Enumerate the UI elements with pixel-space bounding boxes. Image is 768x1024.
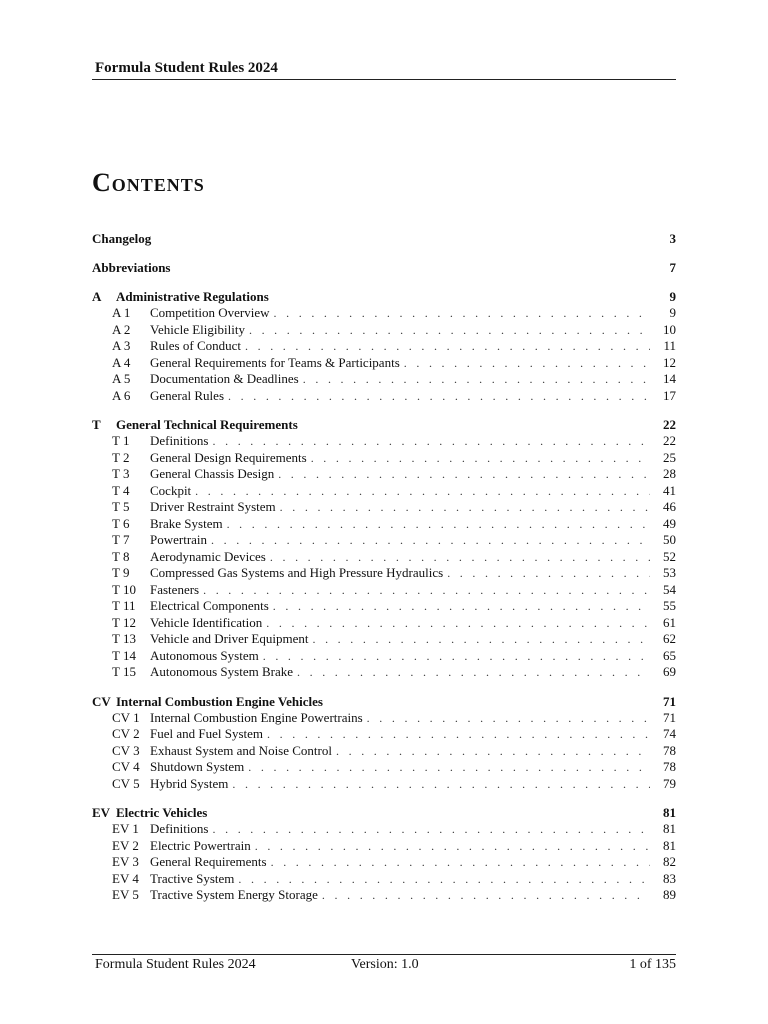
section-title: Vehicle and Driver Equipment (150, 631, 309, 646)
dot-leader (274, 305, 650, 322)
toc-section-entry[interactable] (92, 776, 676, 793)
section-page-number: 55 (663, 598, 676, 613)
section-code: T 11 (112, 598, 136, 613)
section-page-number: 83 (663, 870, 676, 886)
section-title: Tractive System Energy Storage (150, 887, 318, 902)
dot-leader (203, 582, 650, 599)
toc-section-entry[interactable] (92, 871, 676, 888)
toc-section-entry[interactable] (92, 433, 676, 450)
chapter-title: Changelog (92, 231, 152, 246)
section-title: Compressed Gas Systems and High Pressure Hydraulics (150, 565, 444, 580)
chapter-code: A (92, 289, 102, 304)
section-code: T 2 (112, 449, 130, 465)
toc-section (92, 804, 676, 904)
header-title: Formula Student Rules 2024 (95, 60, 278, 76)
toc-chapter-entry[interactable] (92, 693, 676, 710)
toc-section-entry[interactable] (92, 759, 676, 776)
toc-chapter-entry[interactable] (92, 259, 676, 276)
dot-leader (267, 726, 650, 743)
chapter-title: General Technical Requirements (116, 417, 298, 432)
toc-section (92, 259, 676, 276)
section-page-number: 41 (663, 482, 676, 498)
chapter-code: EV (92, 805, 111, 820)
toc-section-entry[interactable] (92, 648, 676, 665)
page-footer (92, 954, 676, 975)
toc-section-entry[interactable] (92, 631, 676, 648)
section-title: Tractive System (150, 870, 235, 886)
section-title: Electric Powertrain (150, 837, 251, 853)
section-page-number: 82 (663, 854, 676, 869)
page-header (92, 60, 676, 80)
section-page-number: 50 (663, 532, 676, 547)
dot-leader (245, 338, 650, 355)
section-page-number: 65 (663, 647, 676, 663)
section-page-number: 10 (663, 321, 676, 337)
toc-section-entry[interactable] (92, 483, 676, 500)
section-page-number: 28 (663, 466, 676, 481)
section-title: Fasteners (150, 581, 200, 597)
dot-leader (211, 532, 650, 549)
chapter-page-number: 3 (669, 231, 676, 246)
section-code: A 4 (112, 354, 131, 370)
toc-section-entry[interactable] (92, 388, 676, 405)
section-title: Vehicle Identification (150, 614, 263, 630)
section-page-number: 69 (663, 664, 676, 679)
toc-section (92, 416, 676, 681)
section-title: Aerodynamic Devices (150, 548, 266, 564)
section-title: General Chassis Design (150, 466, 275, 481)
chapter-title: Electric Vehicles (116, 805, 208, 820)
dot-leader (297, 664, 650, 681)
section-code: T 9 (112, 565, 130, 580)
toc-heading: Contents (92, 168, 205, 197)
footer-version: Version: 1.0 (351, 957, 419, 972)
section-page-number: 62 (663, 631, 676, 646)
section-code: T 1 (112, 433, 130, 448)
toc-section (92, 230, 676, 247)
section-title: Documentation & Deadlines (150, 371, 299, 386)
section-code: A 6 (112, 387, 131, 403)
section-title: General Requirements for Teams & Participants (150, 354, 400, 370)
footer-document-title: Formula Student Rules 2024 (95, 957, 256, 972)
toc-chapter-entry[interactable] (92, 288, 676, 305)
section-title: Definitions (150, 821, 209, 836)
toc-section-entry[interactable] (92, 450, 676, 467)
footer-page-number: 1 of 135 (629, 957, 676, 972)
section-page-number: 14 (663, 371, 676, 386)
section-title: Powertrain (150, 532, 208, 547)
section-code: T 4 (112, 482, 130, 498)
toc-section-entry[interactable] (92, 499, 676, 516)
section-code: T 15 (112, 664, 136, 679)
dot-leader (232, 776, 650, 793)
dot-leader (271, 854, 650, 871)
dot-leader (266, 615, 650, 632)
section-page-number: 78 (663, 759, 676, 774)
section-code: CV 3 (112, 742, 140, 758)
chapter-title: Internal Combustion Engine Vehicles (116, 693, 323, 709)
section-page-number: 49 (663, 515, 676, 531)
section-title: General Requirements (150, 854, 267, 869)
table-of-contents (92, 230, 676, 916)
dot-leader (303, 371, 650, 388)
section-code: T 12 (112, 614, 136, 630)
dot-leader (255, 838, 650, 855)
section-page-number: 74 (663, 726, 676, 741)
section-title: Rules of Conduct (150, 338, 241, 353)
chapter-title: Abbreviations (92, 260, 171, 275)
dot-leader (227, 516, 650, 533)
toc-section-entry[interactable] (92, 838, 676, 855)
dot-leader (263, 648, 650, 665)
dot-leader (249, 322, 650, 339)
dot-leader (367, 710, 650, 727)
toc-section-entry[interactable] (92, 598, 676, 615)
section-title: Internal Combustion Engine Powertrains (150, 709, 363, 725)
section-page-number: 71 (663, 709, 676, 725)
dot-leader (273, 598, 650, 615)
section-page-number: 54 (663, 581, 676, 597)
dot-leader (195, 483, 650, 500)
section-code: T 8 (112, 548, 130, 564)
section-code: CV 4 (112, 759, 140, 774)
section-title: Autonomous System (150, 647, 259, 663)
toc-section-entry[interactable] (92, 355, 676, 372)
section-page-number: 11 (663, 338, 676, 353)
section-title: Shutdown System (150, 759, 245, 774)
section-title: Fuel and Fuel System (150, 726, 264, 741)
section-title: Hybrid System (150, 775, 229, 791)
dot-leader (238, 871, 650, 888)
chapter-page-number: 22 (663, 417, 676, 432)
toc-chapter-entry[interactable] (92, 416, 676, 433)
dot-leader (270, 549, 650, 566)
toc-section-entry[interactable] (92, 743, 676, 760)
section-title: Electrical Components (150, 598, 269, 613)
toc-section-entry[interactable] (92, 305, 676, 322)
toc-section-entry[interactable] (92, 322, 676, 339)
section-code: CV 2 (112, 726, 140, 741)
section-title: Exhaust System and Noise Control (150, 742, 332, 758)
chapter-code: CV (92, 693, 111, 709)
section-title: General Design Requirements (150, 449, 307, 465)
dot-leader (280, 499, 650, 516)
toc-chapter-entry[interactable] (92, 804, 676, 821)
toc-section-entry[interactable] (92, 821, 676, 838)
dot-leader (248, 759, 650, 776)
section-code: A 1 (112, 305, 131, 320)
chapter-title: Administrative Regulations (116, 289, 269, 304)
section-page-number: 52 (663, 548, 676, 564)
section-code: T 13 (112, 631, 136, 646)
section-page-number: 61 (663, 614, 676, 630)
toc-section-entry[interactable] (92, 615, 676, 632)
section-code: EV 2 (112, 837, 139, 853)
section-page-number: 78 (663, 742, 676, 758)
toc-section-entry[interactable] (92, 887, 676, 904)
section-page-number: 79 (663, 775, 676, 791)
section-page-number: 53 (663, 565, 676, 580)
section-code: T 5 (112, 499, 130, 514)
toc-chapter-entry[interactable] (92, 230, 676, 247)
section-code: T 14 (112, 647, 136, 663)
toc-section-entry[interactable] (92, 854, 676, 871)
section-title: Cockpit (150, 482, 192, 498)
section-code: A 2 (112, 321, 131, 337)
section-page-number: 81 (663, 837, 676, 853)
toc-section-entry[interactable] (92, 466, 676, 483)
section-page-number: 25 (663, 449, 676, 465)
section-title: Vehicle Eligibility (150, 321, 245, 337)
section-page-number: 22 (663, 433, 676, 448)
section-page-number: 89 (663, 887, 676, 902)
section-code: T 3 (112, 466, 130, 481)
section-code: A 3 (112, 338, 131, 353)
dot-leader (336, 743, 650, 760)
section-page-number: 9 (669, 305, 676, 320)
toc-section-entry[interactable] (92, 549, 676, 566)
section-page-number: 17 (663, 387, 676, 403)
section-title: Autonomous System Brake (150, 664, 293, 679)
dot-leader (311, 450, 650, 467)
dot-leader (213, 821, 651, 838)
section-code: EV 1 (112, 821, 139, 836)
dot-leader (228, 388, 650, 405)
toc-section-entry[interactable] (92, 664, 676, 681)
toc-section-entry[interactable] (92, 516, 676, 533)
chapter-page-number: 9 (669, 289, 676, 304)
section-code: EV 3 (112, 854, 139, 869)
section-title: Brake System (150, 515, 223, 531)
dot-leader (322, 887, 650, 904)
dot-leader (213, 433, 651, 450)
section-title: Definitions (150, 433, 209, 448)
chapter-code: T (92, 417, 101, 432)
chapter-page-number: 81 (663, 805, 676, 820)
section-code: A 5 (112, 371, 131, 386)
section-page-number: 12 (663, 354, 676, 370)
dot-leader (312, 631, 650, 648)
dot-leader (404, 355, 650, 372)
section-code: EV 5 (112, 887, 139, 902)
toc-section-entry[interactable] (92, 710, 676, 727)
dot-leader (278, 466, 650, 483)
chapter-page-number: 71 (663, 693, 676, 709)
dot-leader (447, 565, 650, 582)
section-page-number: 81 (663, 821, 676, 836)
toc-section-entry[interactable] (92, 338, 676, 355)
section-page-number: 46 (663, 499, 676, 514)
section-title: Competition Overview (150, 305, 270, 320)
section-code: CV 1 (112, 709, 140, 725)
toc-section-entry[interactable] (92, 371, 676, 388)
toc-section-entry[interactable] (92, 726, 676, 743)
toc-section-entry[interactable] (92, 582, 676, 599)
chapter-page-number: 7 (669, 260, 676, 275)
toc-section (92, 693, 676, 793)
section-code: EV 4 (112, 870, 139, 886)
section-title: Driver Restraint System (150, 499, 276, 514)
toc-section-entry[interactable] (92, 565, 676, 582)
toc-section-entry[interactable] (92, 532, 676, 549)
section-code: T 6 (112, 515, 130, 531)
section-code: T 7 (112, 532, 130, 547)
section-title: General Rules (150, 387, 225, 403)
section-code: CV 5 (112, 775, 140, 791)
section-code: T 10 (112, 581, 136, 597)
toc-section (92, 288, 676, 404)
